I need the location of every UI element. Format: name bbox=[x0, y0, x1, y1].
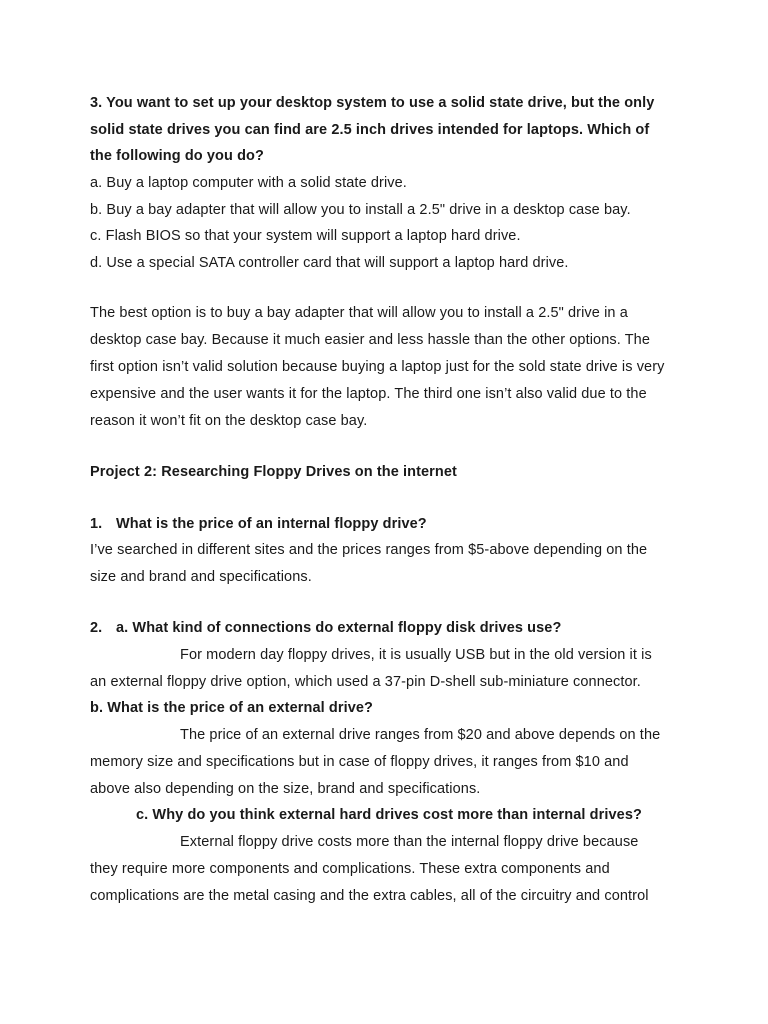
p2-q2c-answer-line-3: complications are the metal casing and the extra cables, all of the circuitry and control bbox=[90, 888, 649, 904]
p2-q2c-question: c. Why do you think external hard drives cost more than internal drives? bbox=[136, 807, 642, 823]
p2-q2b-answer-line-2: memory size and specifications but in case of floppy drives, it ranges from $10 and bbox=[90, 754, 629, 770]
p2-q1-question bbox=[90, 514, 427, 534]
p2-q2c-answer-line-2: they require more components and complications. These extra components and bbox=[90, 861, 610, 877]
p2-q2b-answer-line-1: The price of an external drive ranges from $20 and above depends on the bbox=[180, 727, 661, 743]
q3-answer-line-2: desktop case bay. Because it much easier and less hassle than the other options. The bbox=[90, 332, 651, 348]
q3-question-line-1: 3. You want to set up your desktop system to use a solid state drive, but the only bbox=[90, 95, 655, 111]
p2-q1-answer-line-1: I’ve searched in different sites and the prices ranges from $5-above depending on the bbox=[90, 542, 648, 558]
p2-q2b-question: b. What is the price of an external drive? bbox=[90, 700, 373, 716]
q3-answer-line-3: first option isn’t valid solution because buying a laptop just for the sold state drive is very bbox=[90, 359, 665, 375]
p2-q1-answer-line-2: size and brand and specifications. bbox=[90, 569, 312, 585]
p2-q2a-question bbox=[90, 618, 561, 638]
p2-q2a-answer-line-1: For modern day floppy drives, it is usually USB but in the old version it is bbox=[180, 647, 652, 663]
q3-option-d: d. Use a special SATA controller card that will support a laptop hard drive. bbox=[90, 255, 569, 271]
p2-q1-question-text: What is the price of an internal floppy drive? bbox=[116, 516, 427, 532]
p2-q2c-answer-line-1: External floppy drive costs more than the internal floppy drive because bbox=[180, 834, 639, 850]
p2-q2a-answer-line-2: an external floppy drive option, which used a 37-pin D-shell sub-miniature connector. bbox=[90, 674, 641, 690]
q3-question-line-3: the following do you do? bbox=[90, 148, 264, 164]
q3-option-c: c. Flash BIOS so that your system will support a laptop hard drive. bbox=[90, 228, 521, 244]
p2-q2-number: 2. bbox=[90, 620, 103, 636]
q3-answer-line-1: The best option is to buy a bay adapter that will allow you to install a 2.5" drive in a bbox=[90, 305, 628, 321]
q3-option-a: a. Buy a laptop computer with a solid state drive. bbox=[90, 175, 407, 191]
p2-q2a-question-text: a. What kind of connections do external floppy disk drives use? bbox=[116, 620, 562, 636]
q3-option-b: b. Buy a bay adapter that will allow you to install a 2.5" drive in a desktop case bay. bbox=[90, 202, 631, 218]
q3-answer-line-4: expensive and the user wants it for the laptop. The third one isn’t also valid due to the bbox=[90, 386, 647, 402]
p2-q2b-answer-line-3: above also depending on the size, brand and specifications. bbox=[90, 781, 481, 797]
p2-q1-number: 1. bbox=[90, 516, 103, 532]
q3-question-line-2: solid state drives you can find are 2.5 inch drives intended for laptops. Which of bbox=[90, 122, 650, 138]
q3-answer-line-5: reason it won’t fit on the desktop case bay. bbox=[90, 413, 368, 429]
project2-title: Project 2: Researching Floppy Drives on the internet bbox=[90, 464, 457, 480]
